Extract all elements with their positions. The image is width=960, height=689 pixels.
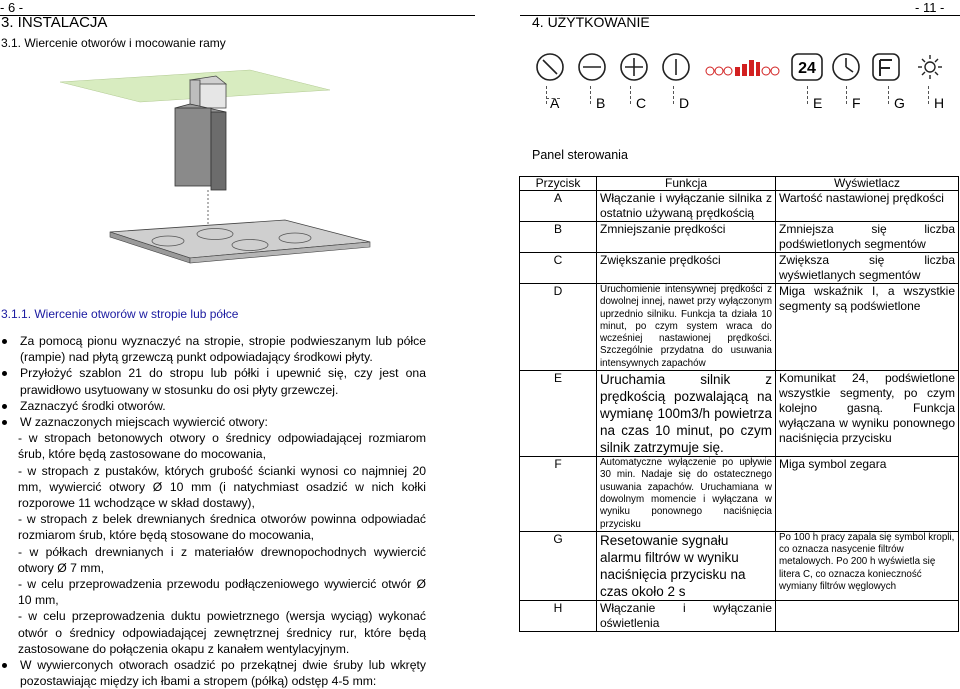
hood-installation-illustration <box>40 62 440 287</box>
table-row <box>520 222 959 253</box>
subsubsection-title-ceiling: 3.1.1. Wiercenie otworów w stropie lub półce <box>1 307 239 321</box>
panel-label-c: C <box>636 95 647 111</box>
row-key: H <box>520 600 597 631</box>
callout-line <box>546 86 547 104</box>
row-function: Resetowanie sygnału alarmu filtrów w wyniku naciśnięcia przycisku na czas około 2 s <box>597 531 776 600</box>
table-row <box>520 371 959 457</box>
table-row <box>520 284 959 371</box>
table-row <box>520 457 959 532</box>
plus-icon <box>621 54 647 80</box>
callout-line <box>846 86 847 104</box>
clock-icon <box>833 54 859 80</box>
row-display: Po 100 h pracy zapala się symbol kropli, co oznacza nasycenie filtrów metalowych. Po 200 h wyświetla się litera C, co oznacza konieczność wymiany filtrów węglowych <box>776 531 959 600</box>
row-function: Zwiększanie prędkości <box>597 253 776 284</box>
row-display: Zwiększa się liczba wyświetlanych segmentów <box>776 253 959 284</box>
row-function: Uruchamia silnik z prędkością pozwalającą na wymianę 100m3/h powietrza na czas 10 minut, po czym silnik zatrzymuje się. <box>597 371 776 457</box>
row-key: F <box>520 457 597 532</box>
panel-label-h: H <box>934 95 945 111</box>
power-icon <box>537 54 563 80</box>
row-key: E <box>520 371 597 457</box>
drill-line: - w stropach betonowych otwory o średnicy odpowiadającej rozmiarom śrub, które będą zastosowane do mocowania, <box>18 431 426 462</box>
table-header-row <box>520 177 959 191</box>
list-item: Zaznaczyć środki otworów. <box>18 398 426 414</box>
row-key: B <box>520 222 597 253</box>
page-number-left: - 6 - <box>0 0 24 15</box>
drill-line: - w celu przeprowadzenia duktu powietrznego (wersja wyciąg) wykonać otwór o średnicy odpowiadającej zewnętrznej średnicy rur, które będą zastosowane do połączenia okapu z kanałem wentylacyjnym. <box>18 609 426 656</box>
row-key: G <box>520 531 597 600</box>
callout-line <box>807 86 808 104</box>
section-title-installation: 3. INSTALACJA <box>1 14 108 31</box>
minus-icon <box>579 54 605 80</box>
panel-label-b: B <box>596 95 606 111</box>
row-display: Miga wskaźnik I, a wszystkie segmenty są podświetlone <box>776 284 959 371</box>
installation-instructions <box>18 333 426 689</box>
list-item: Przyłożyć szablon 21 do stropu lub półki i upewnić się, czy jest ona prawidłowo usytuowany w stosunku do osi płyty grzewczej. <box>18 365 426 397</box>
timer-24-icon <box>792 54 822 80</box>
row-display <box>776 600 959 631</box>
callout-line <box>673 86 674 104</box>
row-function: Zmniejszanie prędkości <box>597 222 776 253</box>
drill-line: - w stropach z pustaków, których grubość ścianki wynosi co najmniej 20 mm, wywiercić otwory Ø 10 mm (i natychmiast osadzić w nich kołki rozporowe 11 wchodzące w skład dostawy), <box>18 463 426 511</box>
subsection-title-drilling: 3.1. Wiercenie otworów i mocowanie ramy <box>1 36 226 50</box>
row-key: A <box>520 191 597 222</box>
row-function: Automatyczne wyłączenie po upływie 30 min. Nadaje się do ostatecznego usuwania zapachów. Uruchamiana w dowolnym momencie i wyłączana w wyniku ponownego naciśnięcia przycisku <box>597 457 776 532</box>
speed-display-icon <box>706 60 779 76</box>
list-item: W zaznaczonych miejscach wywiercić otwory: <box>18 414 426 430</box>
panel-label-g: G <box>894 95 905 111</box>
panel-label-d: D <box>679 95 690 111</box>
row-display: Zmniejsza się liczba podświetlonych segmentów <box>776 222 959 253</box>
hood-chimney <box>175 108 211 186</box>
row-display: Wartość nastawionej prędkości <box>776 191 959 222</box>
svg-text:24: 24 <box>798 60 816 77</box>
callout-line <box>590 86 591 104</box>
page-number-right: - 11 - <box>915 0 945 15</box>
panel-label-f: F <box>852 95 861 111</box>
table-row <box>520 531 959 600</box>
callout-line <box>928 86 929 104</box>
control-panel-icons <box>530 50 960 86</box>
list-item: W wywierconych otworach osadzić po przekątnej dwie śruby lub wkręty pozostawiając między ich łbami a stropem (półką) odstęp 4-5 mm: <box>18 657 426 689</box>
panel-label-a: A <box>550 95 560 111</box>
row-display: Miga symbol zegara <box>776 457 959 532</box>
row-display: Komunikat 24, podświetlone wszystkie segmenty, po czym kolejno gasną. Funkcja wyłączana w wyniku ponownego naciśnięcia przycisku <box>776 371 959 457</box>
control-panel-table <box>519 176 959 632</box>
row-function: Włączanie i wyłączanie oświetlenia <box>597 600 776 631</box>
col-header-function: Funkcja <box>597 177 776 191</box>
table-row <box>520 253 959 284</box>
panel-label-e: E <box>813 95 823 111</box>
filter-icon <box>873 54 899 80</box>
callout-line <box>630 86 631 104</box>
light-icon <box>918 55 942 79</box>
intensive-icon <box>663 54 689 80</box>
cooktop <box>110 220 370 258</box>
callout-line <box>888 86 889 104</box>
table-row <box>520 191 959 222</box>
col-header-display: Wyświetlacz <box>776 177 959 191</box>
row-function: Włączanie i wyłączanie silnika z ostatnio używaną prędkością <box>597 191 776 222</box>
drill-line: - w celu przeprowadzenia przewodu podłączeniowego wywiercić otwór Ø 10 mm, <box>18 577 426 608</box>
row-key: C <box>520 253 597 284</box>
section-title-usage: 4. UŻYTKOWANIE <box>532 14 650 30</box>
col-header-button: Przycisk <box>520 177 597 191</box>
panel-caption: Panel sterowania <box>532 148 628 162</box>
row-function: Uruchomienie intensywnej prędkości z dowolnej innej, nawet przy wyłączonym uprzednio silniku. Funkcja ta działa 10 minut, po czym system wraca do wcześniej nastawionej prędkości. Szczególnie przydatna do usuwania intensywnych zapachów <box>597 284 776 371</box>
table-row <box>520 600 959 631</box>
drill-line: - w stropach z belek drewnianych średnica otworów powinna odpowiadać rozmiarom śrub, które będą stosowane do mocowania, <box>18 512 426 543</box>
list-item: Za pomocą pionu wyznaczyć na stropie, stropie podwieszanym lub półce (rampie) nad płytą grzewczą punkt odpowiadający środkowi płyty. <box>18 333 426 365</box>
drill-line: - w półkach drewnianych i z materiałów drewnopochodnych wywiercić otwory Ø 7 mm, <box>18 544 426 575</box>
row-key: D <box>520 284 597 371</box>
